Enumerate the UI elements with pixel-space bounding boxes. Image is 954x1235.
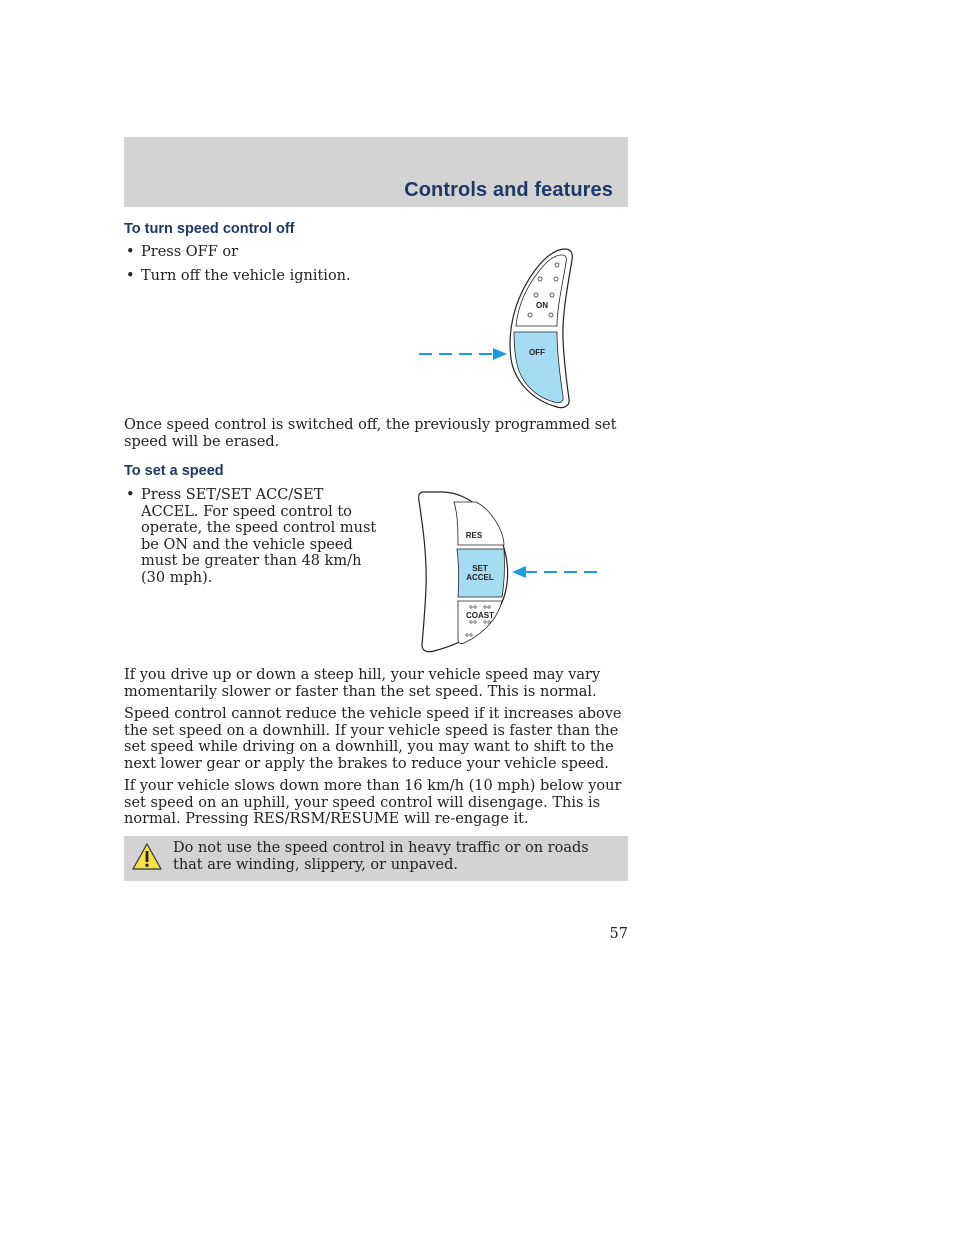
warning-triangle-icon <box>131 842 163 872</box>
paragraph-downhill: Speed control cannot reduce the vehicle speed if it increases above the set speed on a downhill. If your vehicle speed is faster than the set speed while driving on a downhill, you may want to shift to the next lower gear or apply the brakes to reduce your vehicle speed. <box>124 706 622 772</box>
paragraph-hill: If you drive up or down a steep hill, your vehicle speed may vary momentarily slower or faster than the set speed. This is normal. <box>124 667 601 700</box>
paragraph-off-note: Once speed control is switched off, the previously programmed set speed will be erased. <box>124 417 617 450</box>
off-button-highlight <box>514 332 563 403</box>
heading-turn-off: To turn speed control off <box>124 221 295 237</box>
coast-label: COAST <box>466 611 494 620</box>
accel-label: ACCEL <box>466 573 494 582</box>
set-label: SET <box>472 564 488 573</box>
bullet-list-off <box>124 244 384 291</box>
pointer-arrow-left <box>512 566 602 578</box>
list-item: • Press OFF or <box>124 244 384 261</box>
warning-text: Do not use the speed control in heavy traffic or on roads that are winding, slippery, or unpaved. <box>173 840 589 873</box>
speed-control-on-off-switch-figure <box>415 244 580 410</box>
pointer-arrow-right <box>419 348 507 360</box>
off-label: OFF <box>529 348 545 357</box>
speed-control-set-switch-figure <box>414 487 606 655</box>
list-item: • Turn off the vehicle ignition. <box>124 268 384 285</box>
page-title: Controls and features <box>404 179 613 201</box>
on-label: ON <box>536 301 548 310</box>
list-item: • Press SET/SET ACC/SET ACCEL. For speed control to operate, the speed control must be ON and the vehicle speed must be greater than 48 km/h (30 mph). <box>124 487 384 586</box>
header-band <box>124 137 628 207</box>
paragraph-uphill: If your vehicle slows down more than 16 km/h (10 mph) below your set speed on an uphill, your speed control will disengage. This is normal. Pressing RES/RSM/RESUME will re-engage it. <box>124 778 622 827</box>
warning-box <box>124 836 628 881</box>
page-number: 57 <box>609 926 628 942</box>
heading-set-speed: To set a speed <box>124 463 224 479</box>
bullet-list-set <box>124 487 384 593</box>
res-label: RES <box>465 531 483 540</box>
